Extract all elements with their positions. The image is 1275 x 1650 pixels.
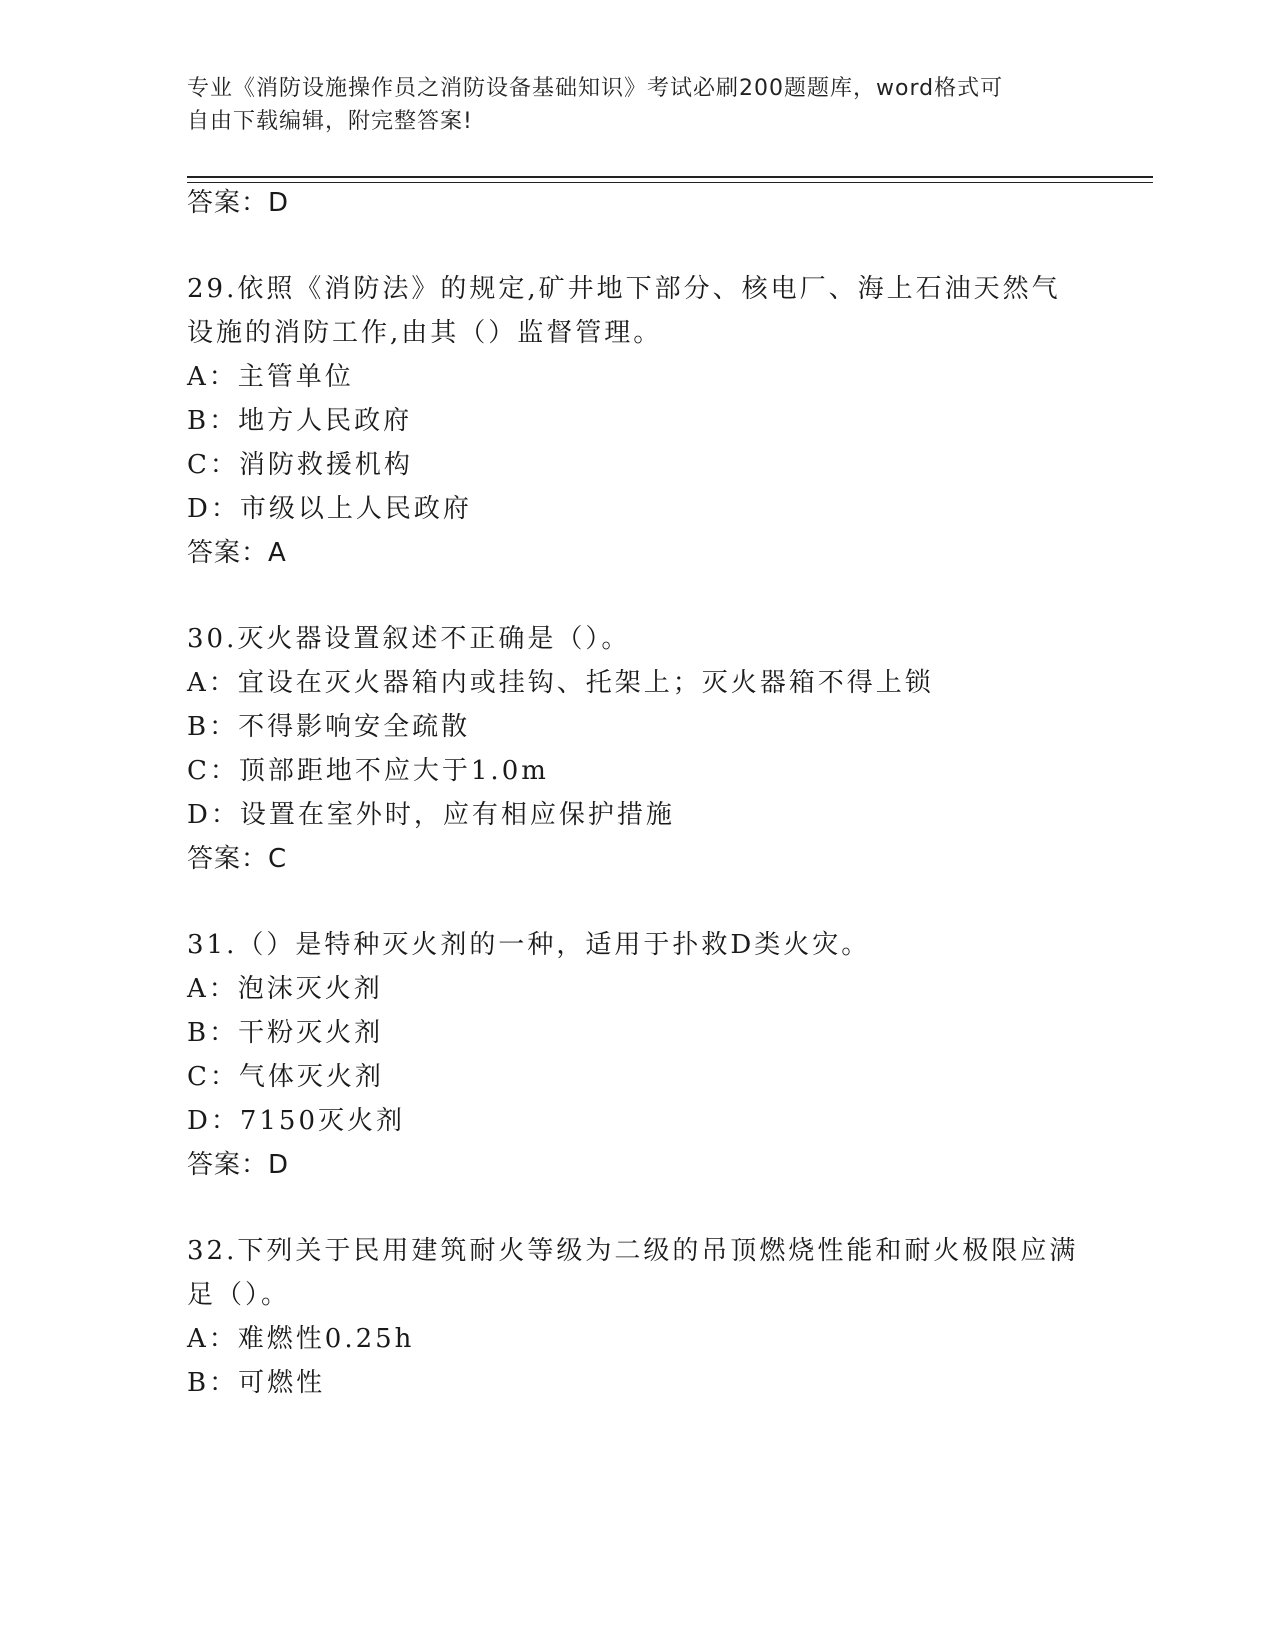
question-29-answer: 答案：A bbox=[187, 538, 287, 568]
question-29-option-a: A：主管单位 bbox=[187, 362, 354, 392]
question-30-option-d: D：设置在室外时，应有相应保护措施 bbox=[187, 800, 675, 830]
header-line-1: 专业《消防设施操作员之消防设备基础知识》考试必刷200题题库，word格式可 bbox=[187, 76, 1004, 101]
question-31-option-b: B：干粉灭火剂 bbox=[187, 1018, 384, 1048]
header-line-2: 自由下载编辑，附完整答案! bbox=[187, 109, 473, 134]
question-30-option-b: B：不得影响安全疏散 bbox=[187, 712, 471, 742]
question-31-stem-line-1: 31.（）是特种灭火剂的一种，适用于扑救D类火灾。 bbox=[187, 930, 871, 960]
question-31-answer: 答案：D bbox=[187, 1150, 290, 1180]
question-32-stem-line-2: 足（）。 bbox=[187, 1280, 291, 1310]
question-29-option-b: B：地方人民政府 bbox=[187, 406, 413, 436]
header-divider-thin bbox=[187, 182, 1153, 183]
question-29-stem-line-1: 29.依照《消防法》的规定,矿井地下部分、核电厂、海上石油天然气 bbox=[187, 274, 1061, 304]
question-29-option-c: C：消防救援机构 bbox=[187, 450, 413, 480]
question-29-option-d: D：市级以上人民政府 bbox=[187, 494, 472, 524]
question-30-option-c: C：顶部距地不应大于1.0m bbox=[187, 756, 549, 786]
question-30-option-a: A：宜设在灭火器箱内或挂钩、托架上；灭火器箱不得上锁 bbox=[187, 668, 934, 698]
document-header bbox=[187, 72, 1067, 138]
question-29-stem-line-2: 设施的消防工作,由其（）监督管理。 bbox=[187, 318, 663, 348]
header-divider bbox=[187, 176, 1153, 178]
question-30-stem-line-1: 30.灭火器设置叙述不正确是（）。 bbox=[187, 624, 631, 654]
question-31-option-a: A：泡沫灭火剂 bbox=[187, 974, 383, 1004]
question-31-option-d: D：7150灭火剂 bbox=[187, 1106, 406, 1136]
question-32-stem-line-1: 32.下列关于民用建筑耐火等级为二级的吊顶燃烧性能和耐火极限应满 bbox=[187, 1236, 1079, 1266]
question-31-option-c: C：气体灭火剂 bbox=[187, 1062, 384, 1092]
question-32-option-a: A：难燃性0.25h bbox=[187, 1324, 415, 1354]
previous-answer: 答案：D bbox=[187, 188, 290, 218]
question-30-answer: 答案：C bbox=[187, 844, 288, 874]
question-32-option-b: B：可燃性 bbox=[187, 1368, 326, 1398]
